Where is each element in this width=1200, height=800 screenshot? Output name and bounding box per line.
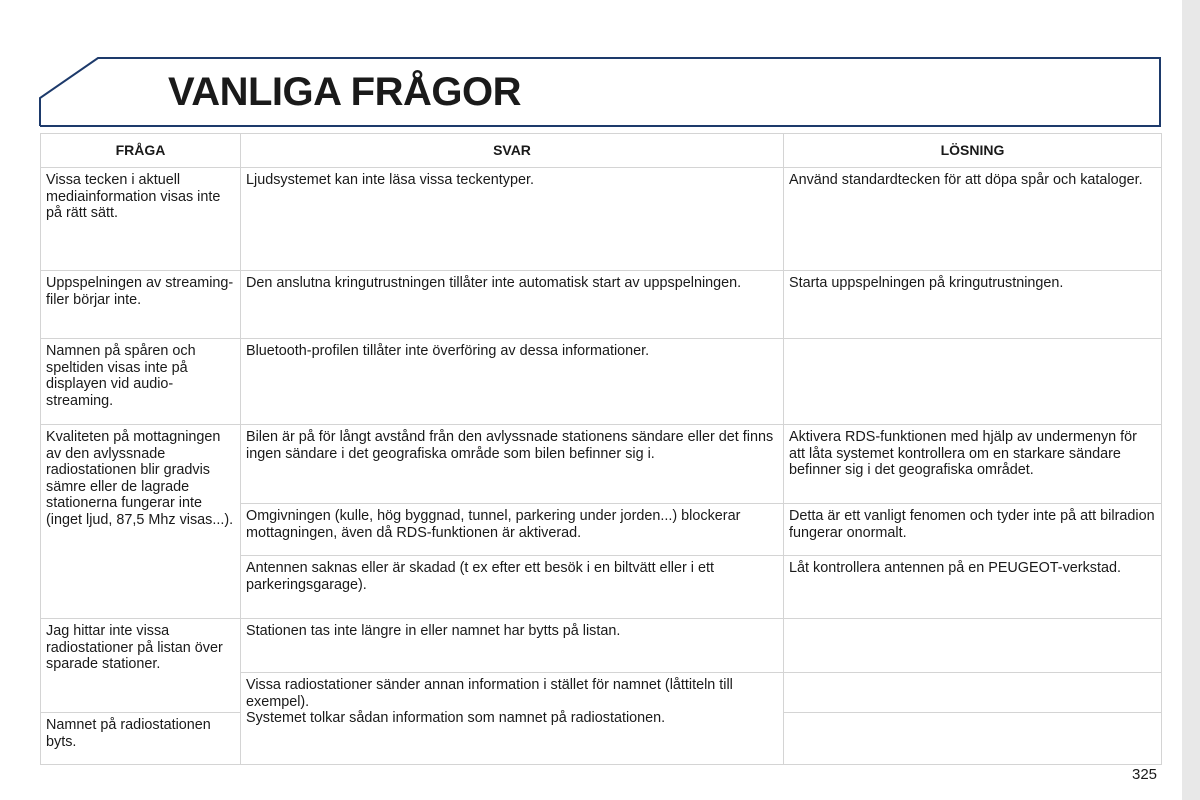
page-number: 325 bbox=[1132, 766, 1158, 783]
table-header-row bbox=[41, 134, 1162, 168]
answer-cell: Stationen tas inte längre in eller namnet har bytts på listan. bbox=[241, 619, 784, 673]
answer-cell: Antennen saknas eller är skadad (t ex efter ett besök i en biltvätt eller i ett parkeringsgarage). bbox=[241, 556, 784, 619]
table-row bbox=[41, 168, 1162, 271]
question-cell: Vissa tecken i aktuell mediainformation visas inte på rätt sätt. bbox=[41, 168, 241, 271]
answer-cell bbox=[241, 673, 784, 765]
solution-cell: Aktivera RDS-funktionen med hjälp av undermenyn för att låta systemet kontrollera om en starkare sändare befinner sig i det geografiska området. bbox=[784, 425, 1162, 504]
table-row bbox=[41, 271, 1162, 339]
page-title: VANLIGA FRÅGOR bbox=[168, 70, 521, 114]
answer-cell: Den anslutna kringutrustningen tillåter inte automatisk start av uppspelningen. bbox=[241, 271, 784, 339]
table-row bbox=[41, 425, 1162, 504]
question-cell: Namnen på spåren och speltiden visas inte på displayen vid audio-streaming. bbox=[41, 339, 241, 425]
solution-cell: Detta är ett vanligt fenomen och tyder inte på att bilradion fungerar onormalt. bbox=[784, 504, 1162, 556]
question-cell: Kvaliteten på mottagningen av den avlyssnade radiostationen blir gradvis sämre eller de lagrade stationerna fungerar inte (inget ljud, 87,5 Mhz visas...). bbox=[41, 425, 241, 619]
table-row bbox=[41, 619, 1162, 673]
page-edge-strip bbox=[1182, 0, 1200, 800]
solution-cell bbox=[784, 339, 1162, 425]
question-cell: Uppspelningen av streaming-filer börjar inte. bbox=[41, 271, 241, 339]
solution-cell bbox=[784, 673, 1162, 713]
solution-cell: Starta uppspelningen på kringutrustningen. bbox=[784, 271, 1162, 339]
column-header-answer: SVAR bbox=[241, 134, 784, 168]
faq-table bbox=[40, 133, 1162, 765]
table-row bbox=[41, 339, 1162, 425]
answer-cell: Omgivningen (kulle, hög byggnad, tunnel, parkering under jorden...) blockerar mottagningen, även då RDS-funktionen är aktiverad. bbox=[241, 504, 784, 556]
solution-cell: Låt kontrollera antennen på en PEUGEOT-verkstad. bbox=[784, 556, 1162, 619]
answer-cell: Bluetooth-profilen tillåter inte överföring av dessa informationer. bbox=[241, 339, 784, 425]
column-header-solution: LÖSNING bbox=[784, 134, 1162, 168]
column-header-question: FRÅGA bbox=[41, 134, 241, 168]
solution-cell bbox=[784, 713, 1162, 765]
question-cell: Namnet på radiostationen byts. bbox=[41, 713, 241, 765]
answer-text: Vissa radiostationer sänder annan information i stället för namnet (låttiteln till exempel). bbox=[246, 677, 733, 710]
answer-text: Systemet tolkar sådan information som namnet på radiostationen. bbox=[246, 710, 666, 726]
answer-cell: Ljudsystemet kan inte läsa vissa teckentyper. bbox=[241, 168, 784, 271]
answer-cell: Bilen är på för långt avstånd från den avlyssnade stationens sändare eller det finns ingen sändare i det geografiska område som bilen befinner sig i. bbox=[241, 425, 784, 504]
solution-cell: Använd standardtecken för att döpa spår och kataloger. bbox=[784, 168, 1162, 271]
question-cell: Jag hittar inte vissa radiostationer på listan över sparade stationer. bbox=[41, 619, 241, 713]
solution-cell bbox=[784, 619, 1162, 673]
